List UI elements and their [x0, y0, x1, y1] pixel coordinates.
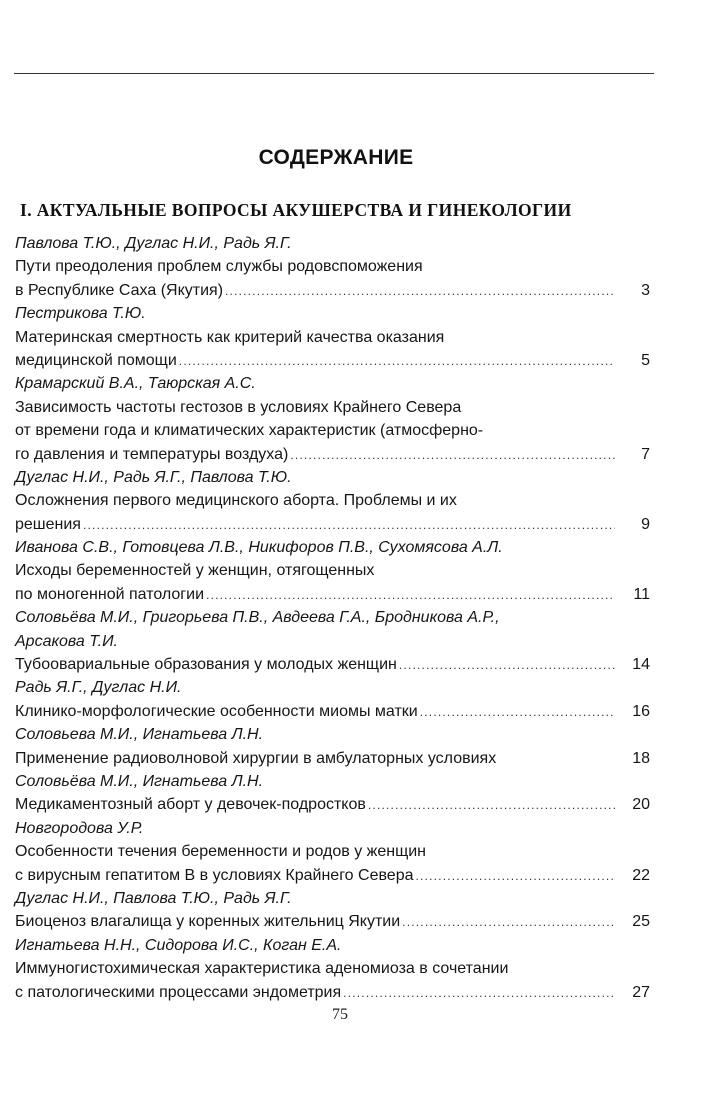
- top-rule: [14, 73, 654, 74]
- toc-entry-page-number: 18: [632, 749, 650, 767]
- toc-entry-leader-row: [15, 583, 615, 607]
- toc-entry-title-last-line: [15, 653, 655, 676]
- toc-entry-title: в Республике Саха (Якутия): [15, 281, 224, 299]
- toc-entry-title: с вирусным гепатитом В в условиях Крайнего Севера: [15, 866, 414, 884]
- toc-entry: [15, 770, 655, 817]
- toc-entry-authors: Новгородова У.Р.: [15, 819, 144, 837]
- toc-entry: [15, 606, 655, 676]
- toc-entry: [15, 934, 655, 1004]
- toc-entry-title: Биоценоз влагалища у коренных жительниц Якутии: [15, 913, 401, 931]
- toc-entry-title-last-line: [15, 700, 655, 723]
- toc-entry: [15, 302, 655, 372]
- toc-entry-title-last-line: [15, 864, 655, 887]
- toc-entry-authors: Арсакова Т.И.: [15, 632, 118, 650]
- toc-entry-leader-row: [15, 279, 615, 303]
- toc-entry-authors: Соловьёва М.И., Григорьева П.В., Авдеева Г.А., Бродникова А.Р.,: [15, 609, 500, 627]
- toc-entry-title: медицинской помощи: [15, 351, 177, 369]
- toc-entry-leader-row: [15, 513, 615, 537]
- toc-entry-title: Медикаментозный аборт у девочек-подростков: [15, 796, 366, 814]
- page-title: СОДЕРЖАНИЕ: [258, 146, 414, 169]
- toc-entry: [15, 723, 655, 770]
- toc-entry-title: решения: [15, 515, 81, 533]
- toc-entry-title: Зависимость частоты гестозов в условиях Крайнего Севера: [15, 398, 462, 416]
- dot-leader: [368, 794, 615, 817]
- toc-entry-authors: Радь Я.Г., Дуглас Н.И.: [15, 679, 182, 697]
- dot-leader: [179, 350, 615, 373]
- dot-leader: [206, 584, 615, 607]
- toc-entry-title-last-line: [15, 793, 655, 816]
- toc-entry-title: го давления и температуры воздуха): [15, 445, 289, 463]
- dot-leader: [420, 701, 615, 724]
- toc-entry-title: Клинико-морфологические особенности миомы матки: [15, 702, 418, 720]
- toc-entry-page-number: 14: [632, 656, 650, 674]
- page-number: 75: [332, 1006, 348, 1023]
- toc-entry-title: Материнская смертность как критерий качества оказания: [15, 328, 445, 346]
- toc-entry-authors: Иванова С.В., Готовцева Л.В., Никифоров П.В., Сухомясова А.Л.: [15, 539, 503, 557]
- toc-entry-title-last-line: [15, 981, 655, 1004]
- toc-entry-title: Пути преодоления проблем службы родовспоможения: [15, 258, 423, 276]
- toc-entry-authors: Пестрикова Т.Ю.: [15, 305, 146, 323]
- toc-entry-leader-row: [15, 793, 615, 817]
- toc-entry: [15, 676, 655, 723]
- dot-leader: [399, 654, 615, 677]
- toc-entry-leader-row: [15, 443, 615, 467]
- toc-entry: [15, 372, 655, 466]
- toc-entry: [15, 887, 655, 934]
- toc-entry-title: Исходы беременностей у женщин, отягощенных: [15, 562, 375, 580]
- toc-entry-page-number: 3: [641, 281, 650, 299]
- toc-entry-page-number: 7: [641, 445, 650, 463]
- toc-entry-leader-row: [15, 981, 615, 1005]
- toc-entry-authors: Соловьёва М.И., Игнатьева Л.Н.: [15, 772, 264, 790]
- toc-entry-page-number: 27: [632, 983, 650, 1001]
- toc-entry-authors: Дуглас Н.И., Радь Я.Г., Павлова Т.Ю.: [15, 468, 292, 486]
- dot-leader: [83, 514, 615, 537]
- toc-entry-leader-row: [15, 349, 615, 373]
- toc-entry: [15, 536, 655, 606]
- toc-entry: [15, 466, 655, 536]
- toc-entry-title-last-line: [15, 349, 655, 372]
- toc-entry-title-last-line: [15, 513, 655, 536]
- toc-entry: [15, 817, 655, 887]
- toc-entry-title: Тубоовариальные образования у молодых женщин: [15, 656, 397, 674]
- dot-leader: [415, 865, 615, 888]
- toc-entry-title: Особенности течения беременности и родов у женщин: [15, 843, 427, 861]
- toc-entry-title-last-line: [15, 910, 655, 933]
- toc-entry-authors: Соловьева М.И., Игнатьева Л.Н.: [15, 726, 264, 744]
- toc-entry-leader-row: [15, 747, 615, 770]
- toc-entry-title-last-line: [15, 747, 655, 770]
- toc-entry-title-last-line: [15, 443, 655, 466]
- toc-entry: [15, 232, 655, 302]
- toc-entry-title: Осложнения первого медицинского аборта. Проблемы и их: [15, 492, 457, 510]
- toc-entry-leader-row: [15, 910, 615, 934]
- toc-entry-authors: Дуглас Н.И., Павлова Т.Ю., Радь Я.Г.: [15, 889, 292, 907]
- toc-entry-title: от времени года и климатических характеристик (атмосферно-: [15, 422, 484, 440]
- toc-entry-authors: Игнатьева Н.Н., Сидорова И.С., Коган Е.А.: [15, 936, 342, 954]
- toc-entry-page-number: 9: [641, 515, 650, 533]
- section-heading: I. АКТУАЛЬНЫЕ ВОПРОСЫ АКУШЕРСТВА И ГИНЕКОЛОГИИ: [20, 200, 572, 220]
- toc-entry-title: Применение радиоволновой хирургии в амбулаторных условиях: [15, 749, 497, 767]
- toc-entry-title-last-line: [15, 279, 655, 302]
- toc-entry-title: с патологическими процессами эндометрия: [15, 983, 342, 1001]
- dot-leader: [343, 982, 615, 1005]
- toc-entry-leader-row: [15, 653, 615, 677]
- dot-leader: [402, 911, 615, 934]
- toc-entry-title: Иммуногистохимическая характеристика аденомиоза в сочетании: [15, 960, 509, 978]
- toc-entry-page-number: 11: [633, 585, 650, 603]
- toc-entry-page-number: 20: [632, 796, 650, 814]
- toc-entry-page-number: 16: [632, 702, 650, 720]
- toc-entry-authors: Крамарский В.А., Таюрская А.С.: [15, 375, 256, 393]
- toc-entry-leader-row: [15, 864, 615, 888]
- toc-entry-title-last-line: [15, 583, 655, 606]
- toc-entry-authors: Павлова Т.Ю., Дуглас Н.И., Радь Я.Г.: [15, 235, 292, 252]
- toc-entry-leader-row: [15, 700, 615, 724]
- dot-leader: [225, 280, 615, 303]
- toc-entry-page-number: 22: [632, 866, 650, 884]
- toc-entry-page-number: 25: [632, 913, 650, 931]
- toc-entry-title: по моногенной патологии: [15, 585, 205, 603]
- toc-entry-page-number: 5: [641, 351, 650, 369]
- dot-leader: [290, 444, 615, 467]
- table-of-contents: [15, 232, 655, 1004]
